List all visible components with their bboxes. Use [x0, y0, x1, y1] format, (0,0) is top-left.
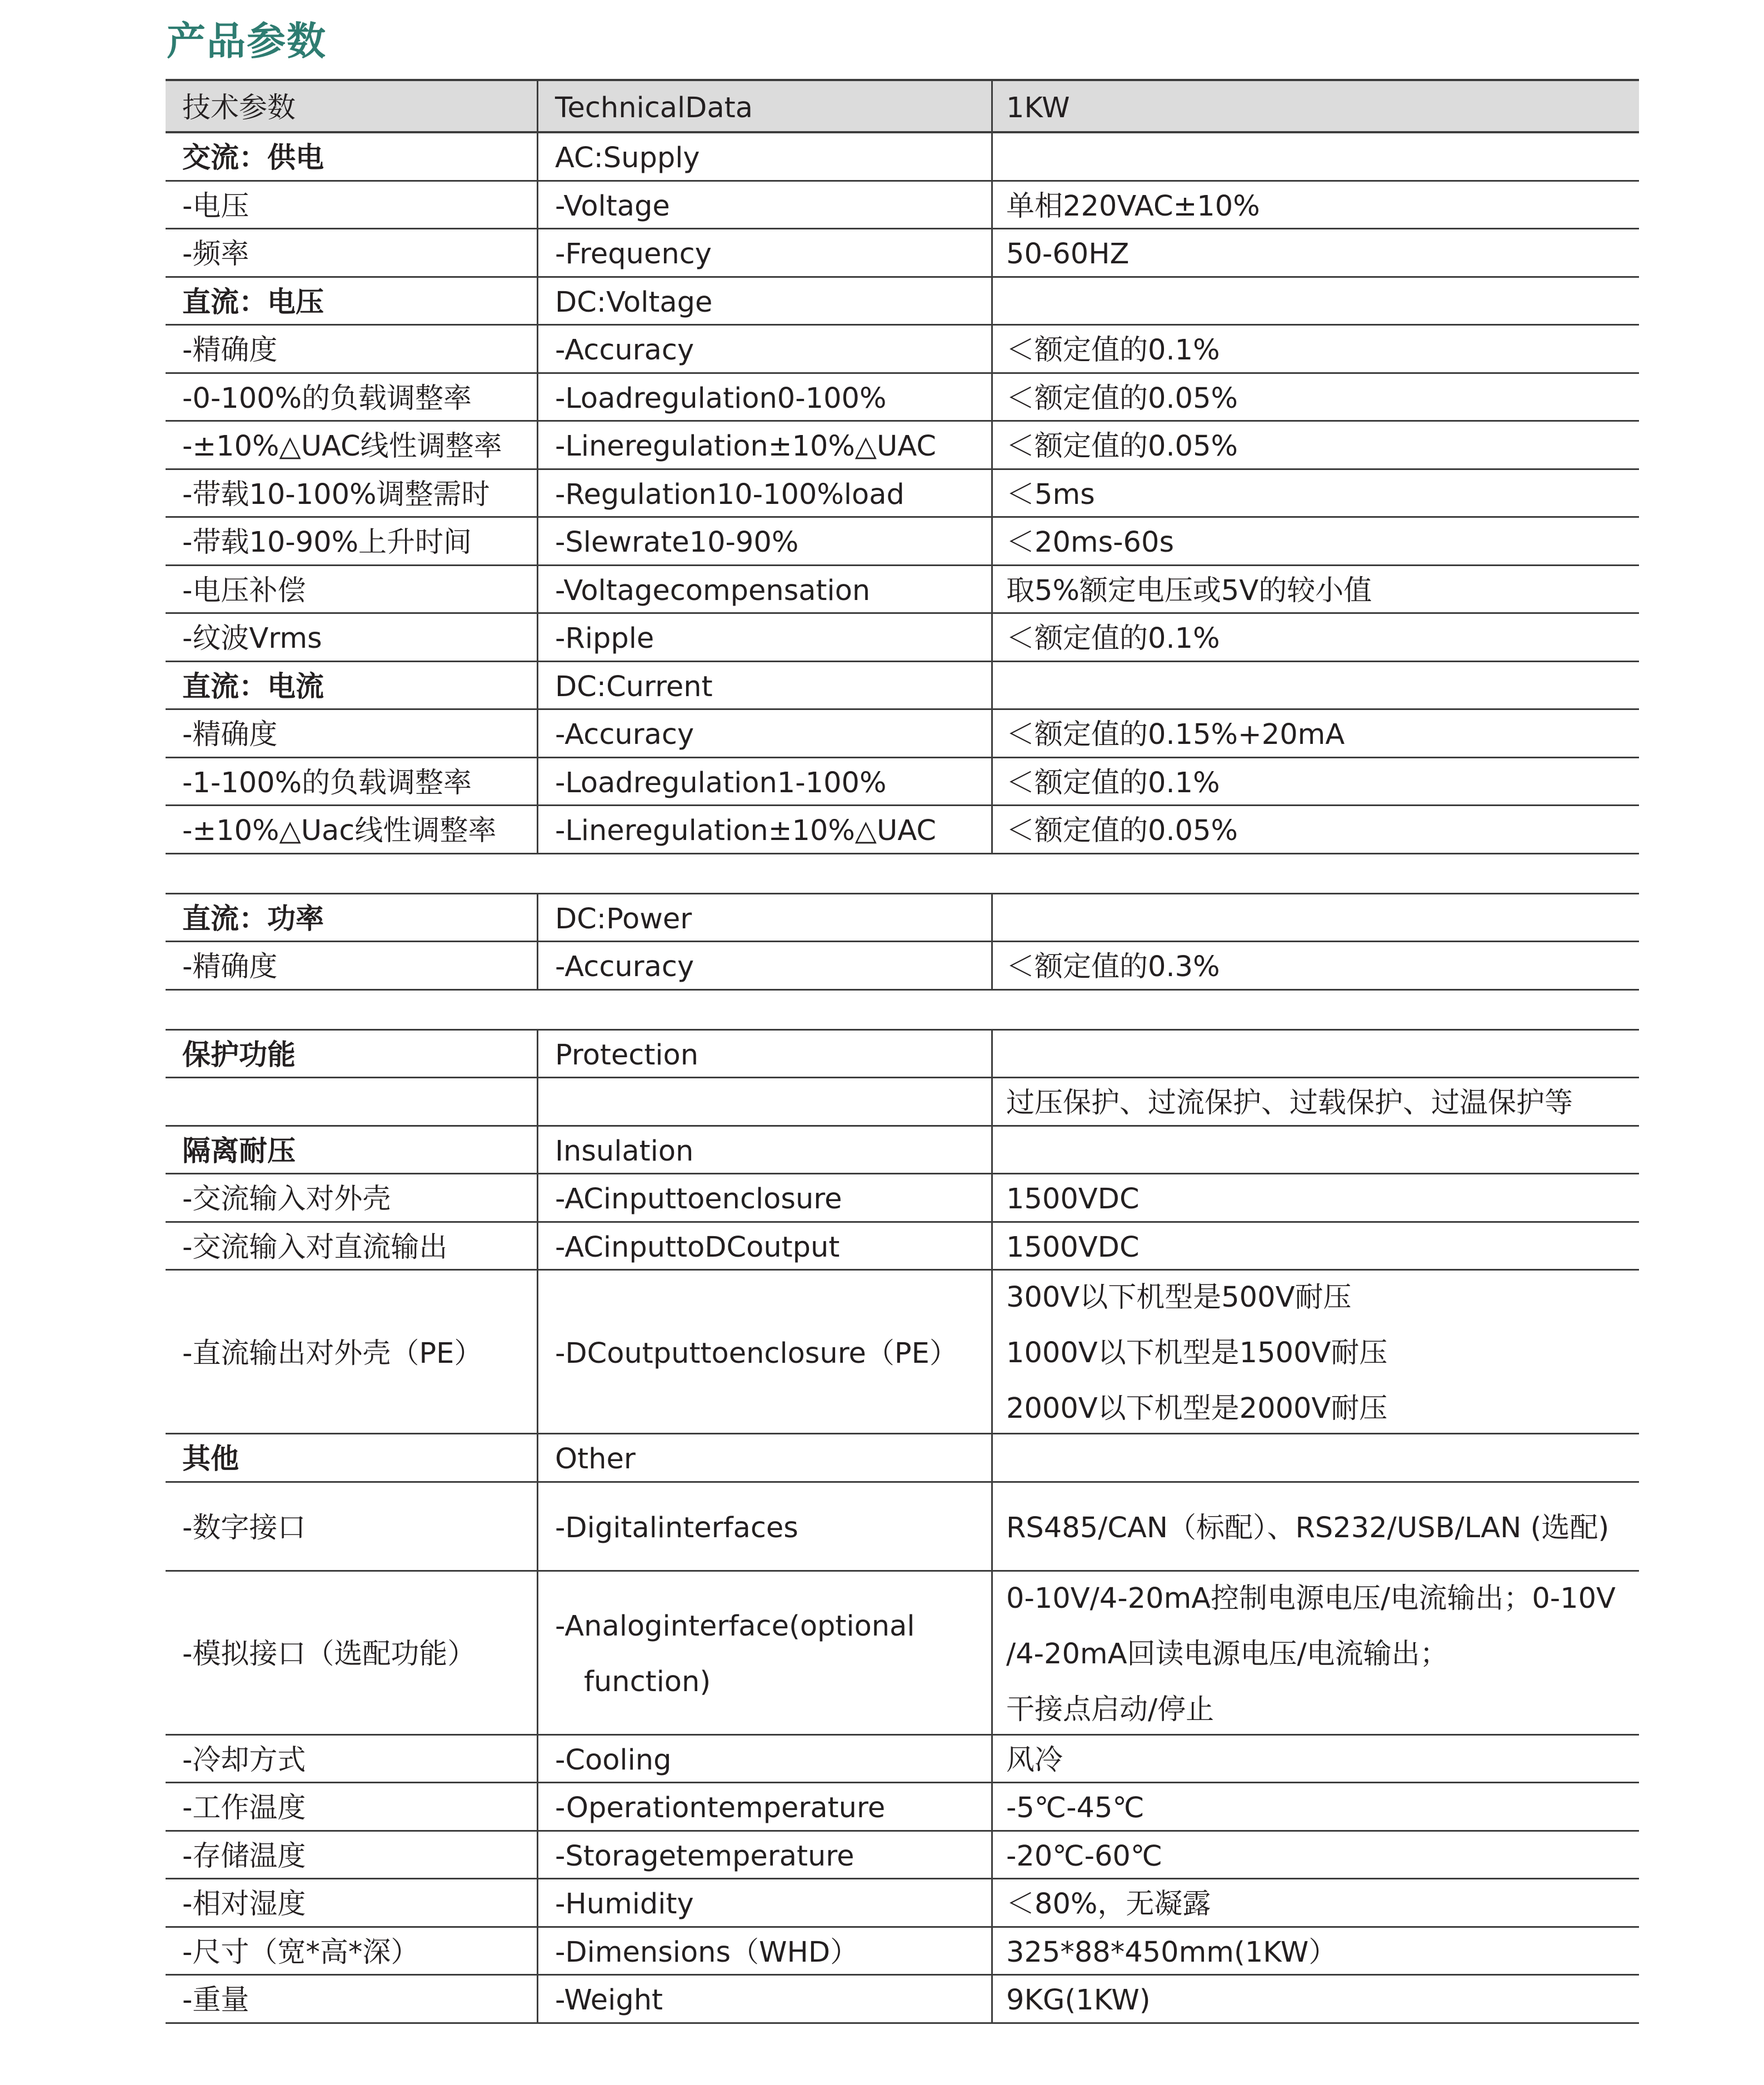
- param-value: ＜额定值的0.1%: [991, 614, 1639, 661]
- param-name-en-line: -Analoginterface(optional: [555, 1609, 915, 1643]
- param-value: -20℃-60℃: [991, 1832, 1639, 1878]
- param-name-cn: -±10%△UAC线性调整率: [182, 430, 502, 463]
- param-name-en: -Accuracy: [537, 942, 991, 989]
- section-row: [166, 278, 1639, 326]
- param-value: 1500VDC: [991, 1174, 1639, 1221]
- table-row: [166, 566, 1639, 614]
- param-value: ＜20ms-60s: [991, 518, 1639, 564]
- param-name-cn: -存储温度: [182, 1839, 306, 1873]
- param-name-en: [537, 1572, 991, 1734]
- table-row: [166, 710, 1639, 758]
- table-row: [166, 1223, 1639, 1271]
- table-row: [166, 182, 1639, 230]
- param-value: [991, 662, 1639, 709]
- param-name-cn: 直流：功率: [182, 902, 324, 936]
- param-value: 325*88*450mm(1KW）: [991, 1928, 1639, 1974]
- table-row: [166, 1736, 1639, 1784]
- param-name-cn: [166, 1078, 537, 1125]
- table-row: [166, 326, 1639, 374]
- param-name-en: -Voltagecompensation: [537, 566, 991, 613]
- param-name-en: -Regulation10-100%load: [537, 470, 991, 517]
- param-name-cn: 其他: [182, 1443, 239, 1476]
- param-value-line: 1000V以下机型是1500V耐压: [1006, 1337, 1388, 1369]
- table-row: [166, 422, 1639, 470]
- header-cell-model: 1KW: [991, 81, 1639, 131]
- param-name-en: -Loadregulation0-100%: [537, 374, 991, 421]
- param-name-cn: -工作温度: [182, 1792, 306, 1825]
- param-name-cn: -纹波Vrms: [182, 622, 322, 656]
- param-value: 9KG(1KW): [991, 1976, 1639, 2022]
- table-row: [166, 229, 1639, 278]
- param-name-cn: -相对湿度: [182, 1888, 306, 1921]
- param-name-en-line: function): [584, 1665, 711, 1698]
- spec-table: [166, 79, 1639, 2024]
- section-row: [166, 662, 1639, 711]
- param-name-en: -ACinputtoenclosure: [537, 1174, 991, 1221]
- table-row: [166, 942, 1639, 991]
- param-value: ＜额定值的0.05%: [991, 374, 1639, 421]
- table-row: [166, 1928, 1639, 1976]
- param-value: [991, 1434, 1639, 1481]
- param-name-cn: -精确度: [182, 334, 278, 367]
- param-name-cn: -交流输入对外壳: [182, 1183, 391, 1216]
- param-value: 过压保护、过流保护、过载保护、过温保护等: [991, 1078, 1639, 1125]
- section-row: [166, 1127, 1639, 1175]
- param-name-cn: -1-100%的负载调整率: [182, 766, 472, 799]
- param-name-en: -Loadregulation1-100%: [537, 758, 991, 805]
- table-row: [166, 1832, 1639, 1880]
- param-name-cn: -冷却方式: [182, 1743, 306, 1777]
- param-value: 1500VDC: [991, 1223, 1639, 1269]
- param-name-en: -DCoutputtoenclosure（PE）: [537, 1271, 991, 1433]
- section-gap: [166, 854, 1639, 894]
- param-name-cn: -尺寸（宽*高*深）: [182, 1936, 419, 1969]
- param-value: ＜80%，无凝露: [991, 1879, 1639, 1926]
- param-value: [991, 1572, 1639, 1734]
- table-header: [166, 79, 1639, 133]
- param-name-en: Other: [537, 1434, 991, 1481]
- param-value: ＜额定值的0.1%: [991, 326, 1639, 372]
- param-value-line: 2000V以下机型是2000V耐压: [1006, 1392, 1388, 1425]
- table-row: [166, 374, 1639, 422]
- table-row: [166, 1174, 1639, 1223]
- param-name-en: -Dimensions（WHD）: [537, 1928, 991, 1974]
- param-name-cn: -电压: [182, 189, 249, 223]
- param-name-cn: 隔离耐压: [182, 1134, 296, 1168]
- header-cell-technical-data: TechnicalData: [537, 81, 991, 131]
- param-name-en: DC:Power: [537, 894, 991, 941]
- table-row: [166, 1483, 1639, 1572]
- param-name-en: -Digitalinterfaces: [537, 1483, 991, 1570]
- param-value: ＜5ms: [991, 470, 1639, 517]
- param-name-en: -Lineregulation±10%△UAC: [537, 806, 991, 853]
- table-row: [166, 1572, 1639, 1736]
- section-row: [166, 1434, 1639, 1483]
- param-value-line: 300V以下机型是500V耐压: [1006, 1281, 1352, 1314]
- param-name-en: -Operationtemperature: [537, 1783, 991, 1830]
- param-name-cn: 保护功能: [182, 1038, 296, 1072]
- param-name-cn: -交流输入对直流输出: [182, 1231, 448, 1264]
- param-name-en: Insulation: [537, 1127, 991, 1173]
- param-value-line: /4-20mA回读电源电压/电流输出；: [1006, 1637, 1448, 1671]
- param-name-cn: -0-100%的负载调整率: [182, 382, 472, 415]
- param-value: [991, 1127, 1639, 1173]
- param-name-en: -Lineregulation±10%△UAC: [537, 422, 991, 468]
- param-name-cn: -直流输出对外壳（PE）: [182, 1337, 483, 1370]
- section-row: [166, 1031, 1639, 1079]
- param-name-cn: -数字接口: [182, 1511, 306, 1544]
- table-row: [166, 1783, 1639, 1832]
- param-value: 风冷: [991, 1736, 1639, 1782]
- table-row: [166, 518, 1639, 566]
- param-value: ＜额定值的0.05%: [991, 422, 1639, 468]
- table-row: [166, 1976, 1639, 2024]
- param-name-en: [537, 1078, 991, 1125]
- param-name-cn: -带载10-100%调整需时: [182, 478, 490, 511]
- param-value: ＜额定值的0.3%: [991, 942, 1639, 989]
- param-name-en: -Humidity: [537, 1879, 991, 1926]
- table-body: [166, 133, 1639, 2024]
- param-value: [991, 278, 1639, 324]
- table-row: [166, 758, 1639, 807]
- param-name-cn: -±10%△Uac线性调整率: [182, 814, 497, 848]
- param-name-cn: -频率: [182, 238, 249, 271]
- param-name-en: -Accuracy: [537, 326, 991, 372]
- param-name-en: -Storagetemperature: [537, 1832, 991, 1878]
- param-name-en: -Cooling: [537, 1736, 991, 1782]
- param-name-cn: 交流：供电: [182, 142, 324, 175]
- param-name-en: -ACinputtoDCoutput: [537, 1223, 991, 1269]
- header-cell-param: 技术参数: [182, 91, 296, 124]
- param-value: -5℃-45℃: [991, 1783, 1639, 1830]
- table-row: [166, 806, 1639, 854]
- param-name-cn: -精确度: [182, 718, 278, 752]
- param-name-cn: -重量: [182, 1984, 249, 2017]
- table-row: [166, 614, 1639, 662]
- param-value: [991, 1271, 1639, 1433]
- param-value: [991, 894, 1639, 941]
- param-name-en: Protection: [537, 1031, 991, 1077]
- param-value-line: 0-10V/4-20mA控制电源电压/电流输出；0-10V: [1006, 1582, 1616, 1615]
- table-row: [166, 1879, 1639, 1928]
- table-row: [166, 470, 1639, 518]
- param-name-en: DC:Voltage: [537, 278, 991, 324]
- param-value: [991, 1031, 1639, 1077]
- param-name-cn: -电压补偿: [182, 574, 306, 607]
- param-name-en: -Frequency: [537, 229, 991, 276]
- param-value: 50-60HZ: [991, 229, 1639, 276]
- param-name-en: AC:Supply: [537, 133, 991, 180]
- param-value: ＜额定值的0.15%+20mA: [991, 710, 1639, 757]
- param-value: 取5%额定电压或5V的较小值: [991, 566, 1639, 613]
- param-name-en: -Voltage: [537, 182, 991, 228]
- param-name-en: DC:Current: [537, 662, 991, 709]
- param-name-en: -Weight: [537, 1976, 991, 2022]
- param-value: ＜额定值的0.05%: [991, 806, 1639, 853]
- param-value: [991, 133, 1639, 180]
- param-name-en: -Accuracy: [537, 710, 991, 757]
- param-name-cn: -精确度: [182, 951, 278, 984]
- param-value: 单相220VAC±10%: [991, 182, 1639, 228]
- param-value: ＜额定值的0.1%: [991, 758, 1639, 805]
- page-title: 产品参数: [167, 18, 327, 64]
- param-name-cn: -模拟接口（选配功能）: [182, 1638, 476, 1671]
- param-name-en: -Slewrate10-90%: [537, 518, 991, 564]
- param-name-cn: 直流：电压: [182, 286, 324, 319]
- section-gap: [166, 991, 1639, 1031]
- section-row: [166, 894, 1639, 943]
- param-name-cn: 直流：电流: [182, 670, 324, 703]
- section-row: [166, 133, 1639, 182]
- param-value-line: 干接点启动/停止: [1006, 1693, 1215, 1726]
- param-value: RS485/CAN（标配）、RS232/USB/LAN (选配): [991, 1483, 1639, 1570]
- table-row: [166, 1271, 1639, 1434]
- param-name-cn: -带载10-90%上升时间: [182, 526, 472, 559]
- param-name-en: -Ripple: [537, 614, 991, 661]
- table-row: [166, 1078, 1639, 1127]
